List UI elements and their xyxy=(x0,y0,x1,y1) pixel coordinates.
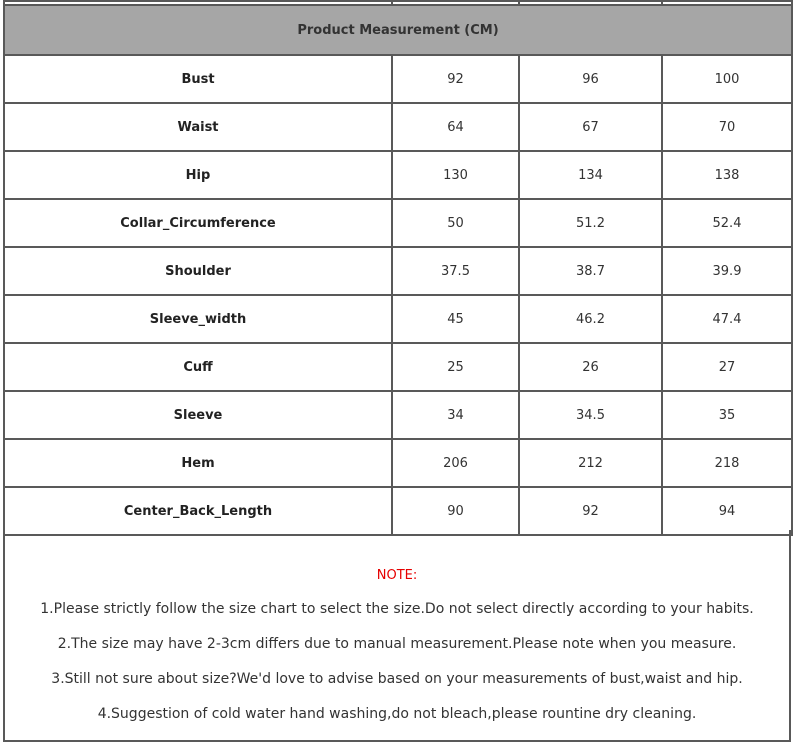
cell-value: 64 xyxy=(392,103,519,151)
table-row xyxy=(4,151,792,199)
cell-value: 206 xyxy=(392,439,519,487)
cell-value: 92 xyxy=(519,487,662,535)
table-row xyxy=(4,391,792,439)
cell-value: 138 xyxy=(662,151,792,199)
cell-value: 39.9 xyxy=(662,247,792,295)
table-row xyxy=(4,103,792,151)
cell-value: 96 xyxy=(519,55,662,103)
cell-value: 38.7 xyxy=(519,247,662,295)
row-label: Waist xyxy=(4,103,392,151)
cell-value: 218 xyxy=(662,439,792,487)
cell-value: 35 xyxy=(662,391,792,439)
cell-value: 70 xyxy=(662,103,792,151)
measurement-table xyxy=(3,0,793,536)
cell-value: 94 xyxy=(662,487,792,535)
cell-value: 47.4 xyxy=(662,295,792,343)
row-label: Bust xyxy=(4,55,392,103)
cell-value: 92 xyxy=(392,55,519,103)
size-chart-sheet xyxy=(3,0,791,742)
cell-value: 34 xyxy=(392,391,519,439)
cell-value: 34.5 xyxy=(519,391,662,439)
cell-value: 50 xyxy=(392,199,519,247)
cell-value: 134 xyxy=(519,151,662,199)
cell-value: 100 xyxy=(662,55,792,103)
table-row xyxy=(4,247,792,295)
note-line: 3.Still not sure about size?We'd love to advise based on your measurements of bust,waist and hip. xyxy=(51,671,743,687)
cell-value: 67 xyxy=(519,103,662,151)
notes-title: NOTE: xyxy=(376,568,418,583)
cell-value: 52.4 xyxy=(662,199,792,247)
row-label: Center_Back_Length xyxy=(4,487,392,535)
row-label: Collar_Circumference xyxy=(4,199,392,247)
row-label: Sleeve_width xyxy=(4,295,392,343)
cell-value: 45 xyxy=(392,295,519,343)
row-label: Shoulder xyxy=(4,247,392,295)
row-label: Hip xyxy=(4,151,392,199)
cell-value: 130 xyxy=(392,151,519,199)
cell-value: 51.2 xyxy=(519,199,662,247)
table-row xyxy=(4,439,792,487)
cell-value: 27 xyxy=(662,343,792,391)
table-row xyxy=(4,55,792,103)
table-row xyxy=(4,199,792,247)
table-row xyxy=(4,295,792,343)
cell-value: 212 xyxy=(519,439,662,487)
cell-value: 37.5 xyxy=(392,247,519,295)
notes-box xyxy=(3,530,791,742)
cell-value: 46.2 xyxy=(519,295,662,343)
table-header-row xyxy=(4,5,792,55)
note-line: 2.The size may have 2-3cm differs due to manual measurement.Please note when you measure. xyxy=(57,636,737,652)
table-title: Product Measurement (CM) xyxy=(4,5,792,55)
row-label: Cuff xyxy=(4,343,392,391)
row-label: Hem xyxy=(4,439,392,487)
cell-value: 90 xyxy=(392,487,519,535)
note-line: 1.Please strictly follow the size chart to select the size.Do not select directly according to your habits. xyxy=(40,601,754,617)
cell-value: 26 xyxy=(519,343,662,391)
cell-value: 25 xyxy=(392,343,519,391)
row-label: Sleeve xyxy=(4,391,392,439)
note-line: 4.Suggestion of cold water hand washing,do not bleach,please rountine dry cleaning. xyxy=(97,706,697,722)
table-row xyxy=(4,487,792,535)
table-row xyxy=(4,343,792,391)
